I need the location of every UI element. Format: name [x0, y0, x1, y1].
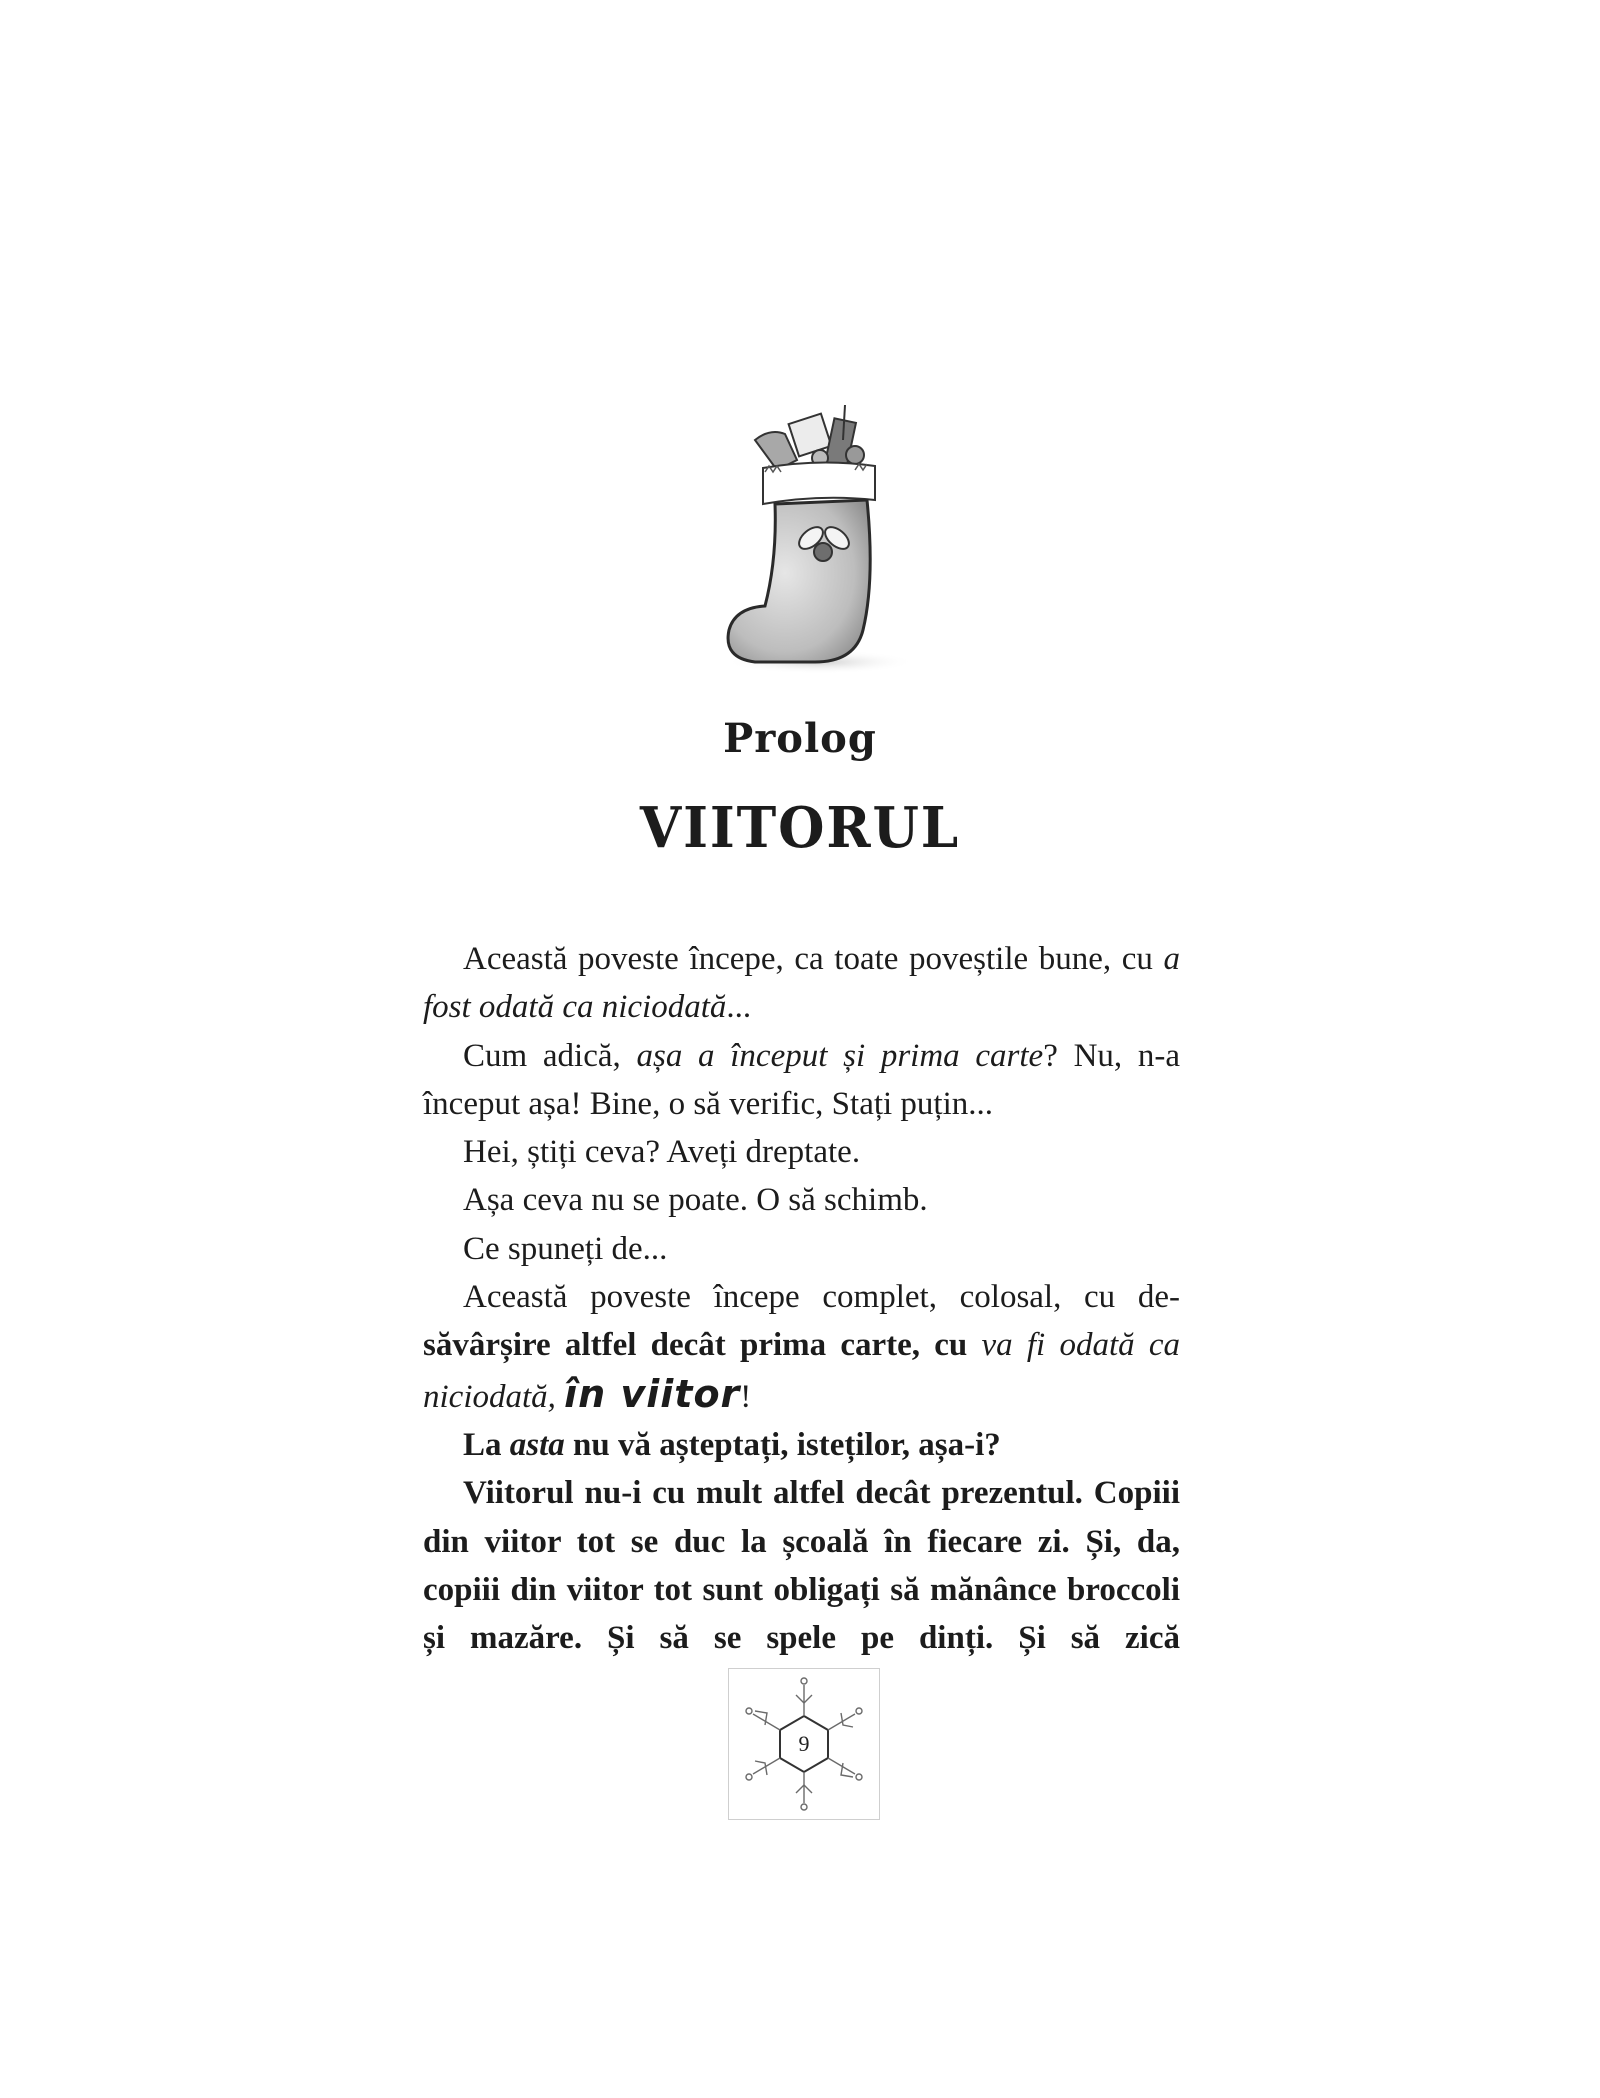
prolog-label: Prolog — [723, 715, 877, 762]
page-number: 9 — [798, 1731, 810, 1756]
body-text — [423, 935, 1180, 1662]
paragraph: Cum adică, așa a început și prima carte? Nu, n-a început așa! Bine, o să verific, Stați puțin... — [423, 1037, 1180, 1122]
paragraph: Ce spuneți de... — [463, 1230, 668, 1267]
paragraph: Această poveste începe, ca toate poveștile bune, cu a fost odată ca niciodată... — [423, 941, 1180, 1026]
paragraph: Așa ceva nu se poate. O să schimb. — [463, 1182, 928, 1219]
chapter-title: VIITORUL — [639, 795, 961, 861]
paragraph: Hei, știți ceva? Aveți dreptate. — [463, 1134, 861, 1171]
paragraph: Viitorul nu-i cu mult altfel decât prezentul. Copiii din viitor tot se duc la școală în fiecare zi. Și, da, copiii din viitor tot sunt obligați să mănânce broccoli și mazăre. Și să se spele pe dinți. Și să zică — [423, 1475, 1180, 1657]
future-word: în viitor — [564, 1371, 741, 1416]
paragraph: La asta nu vă așteptați, isteților, așa-i? — [463, 1426, 1001, 1463]
page-number-box — [728, 1668, 880, 1820]
christmas-stocking-icon — [725, 400, 915, 675]
paragraph: Această poveste începe complet, colosal, cu de-săvârșire altfel decât prima carte, cu va fi odată ca niciodată, în viitor! — [423, 1279, 1180, 1416]
